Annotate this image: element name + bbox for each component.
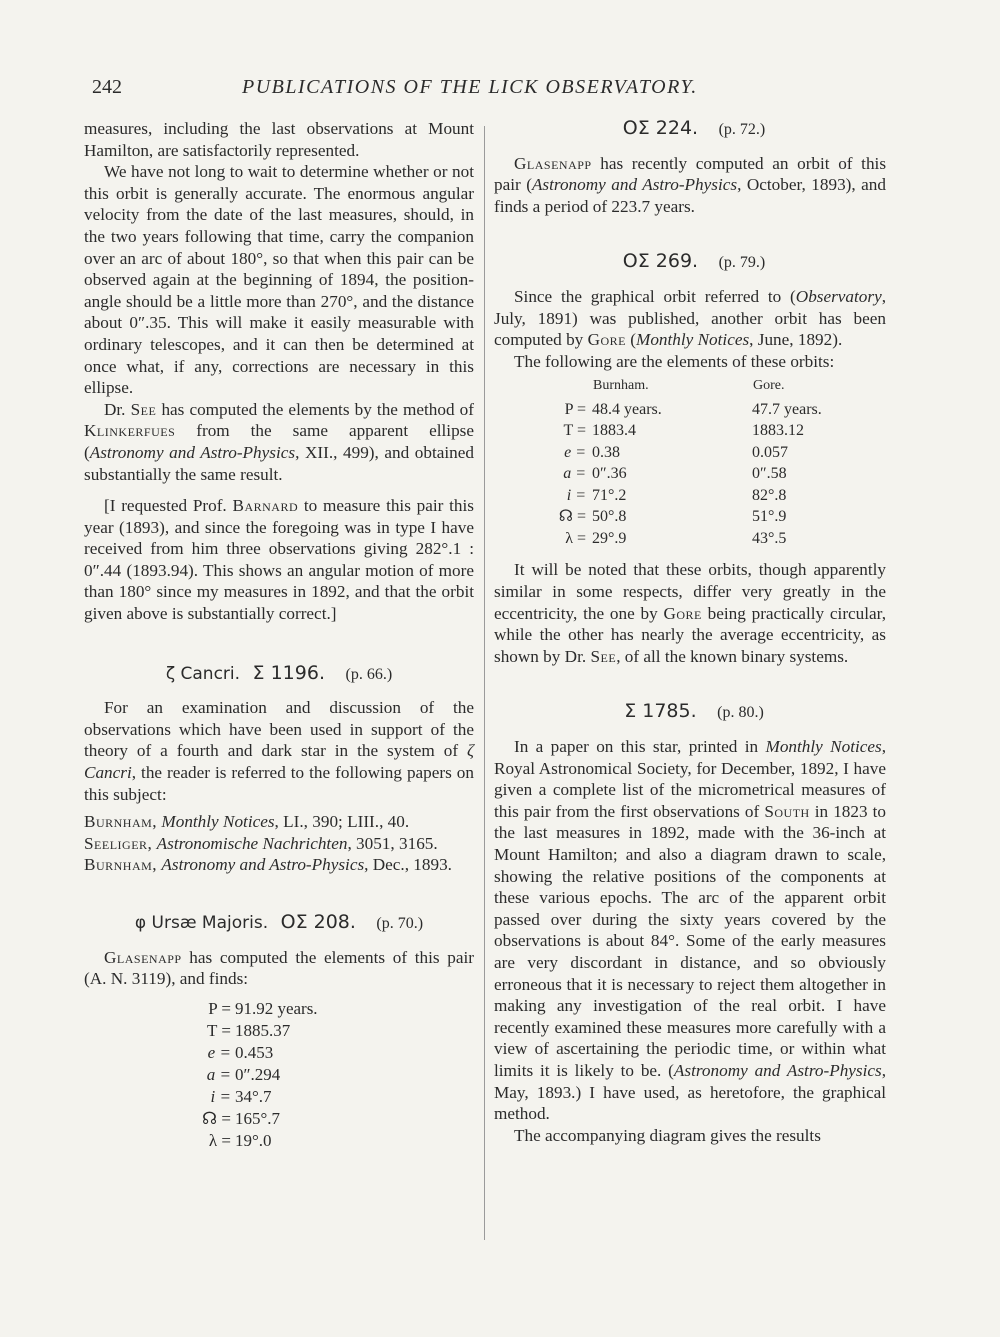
section-heading bbox=[494, 701, 886, 724]
paragraph: Glasenapp has computed the elements of this pair (A. N. 3119), and finds: bbox=[84, 947, 474, 989]
person-name: Gore bbox=[587, 330, 626, 350]
person-name: Glasenapp bbox=[514, 153, 592, 173]
catalog-number: Σ 1785. bbox=[624, 700, 697, 723]
reference-item: Burnham, Astronomy and Astro-Physics, Dec., 1893. bbox=[84, 855, 452, 875]
paragraph: [I requested Prof. Barnard to measure this pair this year (1893), and since the foregoing was in type I have received from him three observations giving 282°.1 : 0″.44 (1893.94). This shows an angular motion of more than 180° since my measures in 1892, and that the orbit given above is substantially correct.] bbox=[84, 496, 474, 624]
table-row: λ = 19°.0 bbox=[208, 1130, 272, 1150]
table-row: P = 91.92 years. bbox=[208, 998, 318, 1018]
star-name: φ Ursæ Majoris. bbox=[134, 913, 269, 933]
table-row: T = 1883.4 1883.12 bbox=[563, 422, 804, 440]
journal-title: Astronomy and Astro-Physics bbox=[673, 1060, 882, 1080]
person-name: Klinkerfues bbox=[84, 421, 176, 441]
paragraph: Since the graphical orbit referred to (Observatory, July, 1891) was published, another orbit has been computed by Gore (Monthly Notices, June, 1892). bbox=[494, 286, 886, 350]
page-reference: (p. 80.) bbox=[717, 704, 764, 722]
catalog-number: OΣ 224. bbox=[622, 117, 699, 139]
person-name: Gore bbox=[663, 603, 702, 623]
table-row: e = 0.38 0.057 bbox=[564, 443, 788, 461]
section-heading bbox=[494, 251, 886, 274]
person-name: Barnard bbox=[232, 496, 299, 516]
paragraph: Dr. See has computed the elements by the method of Klinkerfues from the same apparent ellipse (Astronomy and Astro-Physics, XII., 499), and obtained substantially the same result. bbox=[84, 399, 474, 484]
table-row: a = 0″.294 bbox=[206, 1064, 281, 1084]
paragraph: For an examination and discussion of the observations which have been used in support of the theory of a fourth and dark star in the system of ζ Cancri, the reader is referred to the following papers on this subject: bbox=[84, 698, 474, 804]
reference-item: Burnham, Monthly Notices, LI., 390; LIII., 40. bbox=[84, 812, 410, 832]
paragraph: In a paper on this star, printed in Monthly Notices, Royal Astronomical Society, for December, 1892, I have given a complete list of the micrometrical measures of this pair from the first observations of South in 1823 to the last measures in 1892, made with the 36-inch at Mount Hamilton; and also a diagram drawn to scale, showing the relative positions of the components at these various epochs. The arc of the apparent orbit passed over during the sixty years covered by the observations is about 84°. Some of the early measures are very discordant in distance, and so obviously erroneous that it is necessary to reject them altogether in making any investigation of the real orbit. I have recently examined these measures more carefully with a view of ascertaining the periodic time, or within what limits it is likely to be. (Astronomy and Astro-Physics, May, 1893.) I have used, as heretofore, the graphical method. bbox=[494, 737, 887, 1124]
page-reference: (p. 66.) bbox=[345, 665, 393, 683]
table-row: P = 48.4 years. 47.7 years. bbox=[564, 400, 822, 418]
table-row: λ = 29°.9 43°.5 bbox=[565, 529, 787, 547]
section-heading bbox=[84, 663, 474, 686]
section-heading bbox=[494, 118, 886, 141]
table-row: ☊ = 50°.8 51°.9 bbox=[558, 508, 787, 526]
table-row: a = 0″.36 0″.58 bbox=[563, 465, 787, 483]
catalog-number: OΣ 269. bbox=[622, 250, 699, 273]
paragraph: The following are the elements of these orbits: bbox=[514, 351, 835, 371]
page-number: 242 bbox=[92, 76, 122, 98]
table-row: i = 71°.2 82°.8 bbox=[566, 486, 787, 504]
left-column bbox=[84, 118, 474, 1160]
catalog-number: OΣ 208. bbox=[280, 911, 356, 933]
page-reference: (p. 72.) bbox=[718, 121, 766, 138]
reference-item: Seeliger, Astronomische Nachrichten, 3051, 3165. bbox=[84, 833, 438, 853]
journal-title: Monthly Notices bbox=[636, 330, 750, 350]
page-header bbox=[92, 76, 892, 106]
person-name: See bbox=[590, 646, 617, 666]
column-header: Gore. bbox=[753, 378, 785, 394]
table-row: i = 34°.7 bbox=[210, 1086, 272, 1106]
page-reference: (p. 79.) bbox=[718, 254, 766, 272]
table-header-row bbox=[546, 374, 862, 399]
person-name: South bbox=[764, 801, 810, 821]
table-row: e = 0.453 bbox=[207, 1042, 274, 1062]
running-title: PUBLICATIONS OF THE LICK OBSERVATORY. bbox=[242, 76, 698, 98]
page-reference: (p. 70.) bbox=[376, 915, 424, 932]
orbital-elements-table bbox=[202, 998, 328, 1152]
section-heading bbox=[84, 912, 474, 935]
reference-list bbox=[84, 811, 474, 876]
journal-title: Astronomy and Astro-Physics bbox=[531, 175, 738, 195]
table-row: ☊ = 165°.7 bbox=[202, 1108, 280, 1128]
table-row: T = 1885.37 bbox=[207, 1020, 291, 1040]
paragraph: The accompanying diagram gives the results bbox=[514, 1125, 821, 1145]
journal-title: Monthly Notices bbox=[765, 737, 882, 756]
star-name: ζ Cancri. bbox=[165, 663, 241, 684]
orbit-comparison-table bbox=[546, 374, 862, 549]
star-name: ζ Cancri bbox=[84, 741, 474, 783]
right-column bbox=[494, 118, 886, 1146]
paragraph: It will be noted that these orbits, though apparently similar in some respects, differ very greatly in the eccentricity, the one by Gore being practically circular, while the other has nearly the average eccentricity, as shown by Dr. See, of all the known binary systems. bbox=[494, 560, 887, 666]
journal-title: Astronomy and Astro-Physics bbox=[89, 442, 296, 462]
journal-title: Observatory bbox=[795, 286, 882, 306]
paragraph: measures, including the last observations at Mount Hamilton, are satisfactorily represented. bbox=[84, 119, 474, 160]
catalog-number: Σ 1196. bbox=[252, 661, 325, 684]
paragraph: Glasenapp has recently computed an orbit of this pair (Astronomy and Astro-Physics, October, 1893), and finds a period of 223.7 years. bbox=[494, 153, 887, 216]
column-header: Burnham. bbox=[593, 378, 649, 394]
person-name: Glasenapp bbox=[104, 947, 182, 967]
person-name: See bbox=[130, 399, 157, 419]
column-divider bbox=[484, 126, 485, 1240]
paragraph: We have not long to wait to determine whether or not this orbit is generally accurate. The enormous angular velocity from the date of the last measures, should, in the two years following that time, carry the companion over an arc of about 180°, so that when this pair can be observed again at the beginning of 1894, the position-angle should be a little more than 270°, and the distance about 0″.35. This will make it easily measurable with ordinary telescopes, and it can then be determined at once what, if any, corrections are necessary in this ellipse. bbox=[84, 162, 474, 398]
